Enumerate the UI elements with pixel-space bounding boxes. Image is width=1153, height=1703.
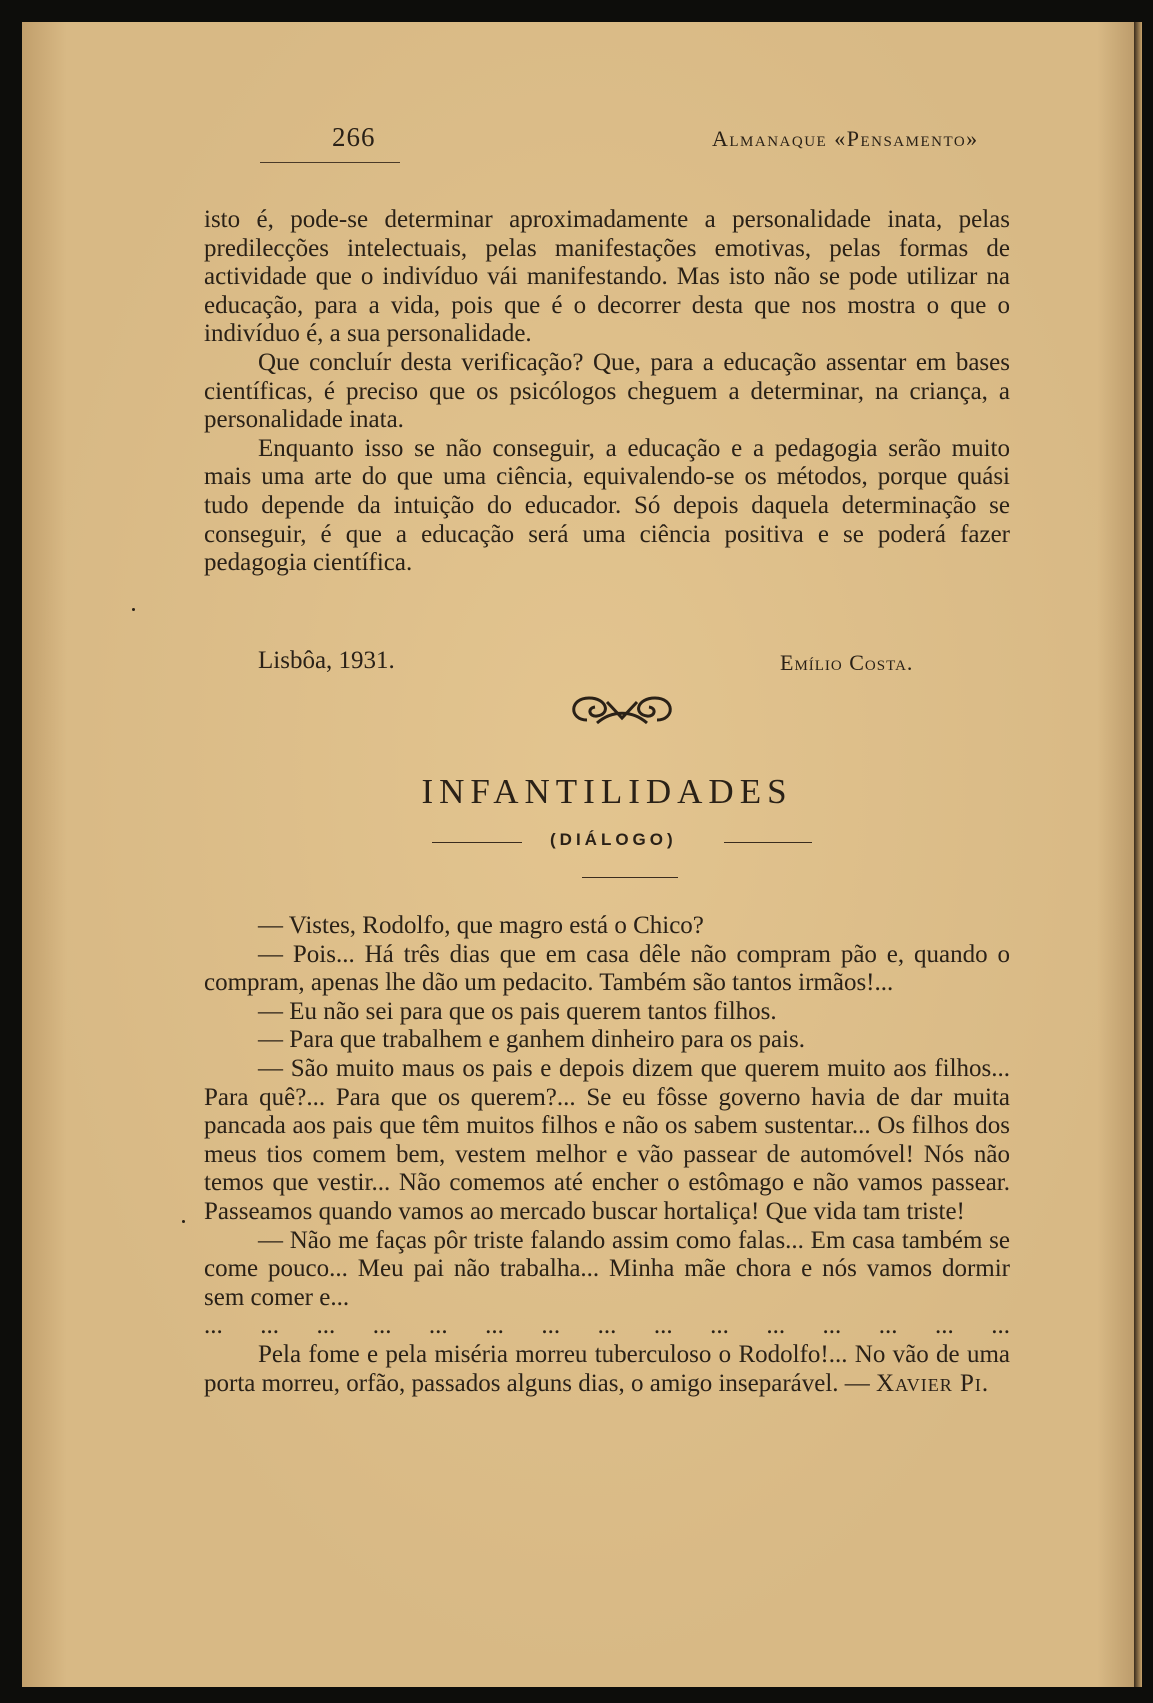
closing-paragraph: [204, 1341, 1010, 1398]
dialogue-line: — Para que trabalhem e ganhem dinheiro para os pais.: [258, 1026, 806, 1054]
essay-author: Emílio Costa.: [780, 650, 914, 675]
running-head: Almanaque «Pensamento»: [712, 126, 979, 151]
section-ornament-icon: [567, 690, 677, 730]
paper-speck: [132, 608, 135, 611]
essay-paragraph: Que concluír desta verificação? Que, para a educação assentar em bases científicas, é preciso que os psicólogos cheguem a determinar, na criança, a personalidade inata.: [204, 348, 1010, 434]
closing-text: Pela fome e pela miséria morreu tuberculoso o Rodolfo!... No vão de uma porta morreu, orfão, passados alguns dias, o amigo inseparável. —: [204, 1340, 1010, 1397]
dialogue-signature: Xavier Pi.: [876, 1369, 990, 1397]
dialogue-line: — Eu não sei para que os pais querem tantos filhos.: [258, 997, 777, 1025]
place-date: Lisbôa, 1931.: [258, 647, 395, 674]
dialogue-line: — Não me faças pôr triste falando assim como falas... Em casa também se come pouco... Meu pai não trabalha... Minha mãe chora e nós vamos dormir sem comer e...: [204, 1226, 1010, 1311]
ellipsis-row: ... ... ... ... ... ... ... ... ... ... ... ... ... ... ...: [204, 1312, 1010, 1340]
dialogue-line: — Vistes, Rodolfo, que magro está o Chico?: [258, 912, 704, 939]
essay-signature-line: [258, 647, 978, 677]
dialogue-text: [204, 912, 1010, 1398]
essay-paragraph: isto é, pode-se determinar aproximadamente a personalidade inata, pelas predilecções intelectuais, pelas manifestações emotivas, pelas formas de actividade que o indivíduo vái manifestando. Mas isto não se pode utilizar na educação, para a vida, pois que é o decorrer desta que nos mostra o que o indivíduo é, a sua personalidade.: [204, 206, 1010, 348]
subtitle-rule-right: [724, 842, 812, 843]
essay-text: [204, 206, 1010, 578]
dialogue-line: — São muito maus os pais e depois dizem que querem muito aos filhos... Para quê?... Para que os querem?... Se eu fôsse governo havia de dar muita pancada aos pais que têm muitos filhos e não os sabem sustentar... Os filhos dos meus tios comem bem, vestem melhor e vão passear de automóvel! Nós não temos que vestir... Não comemos até encher o estômago e não vamos passear. Passeamos quando vamos ao mercado buscar hortaliça! Que vida tam triste!: [204, 1054, 1010, 1225]
book-page: [22, 22, 1142, 1687]
section-subtitle: (DIÁLOGO): [550, 830, 677, 849]
page-number: 266: [332, 122, 376, 152]
subtitle-rule-left: [432, 842, 522, 843]
section-title: INFANTILIDADES: [421, 772, 793, 811]
short-rule: [582, 877, 678, 878]
paper-speck: [182, 1220, 185, 1223]
page-edge-shadow: [1134, 22, 1142, 1687]
dialogue-line: — Pois... Há três dias que em casa dêle não compram pão e, quando o compram, apenas lhe dão um pedacito. Também são tantos irmãos!...: [204, 940, 1010, 997]
subtitle-row: [432, 830, 812, 854]
essay-paragraph: Enquanto isso se não conseguir, a educação e a pedagogia serão muito mais uma arte do que uma ciência, equivalendo-se os métodos, porque quási tudo depende da intuição do educador. Só depois daquela determinação se conseguir, é que a educação será uma ciência positiva e se poderá fazer pedagogia científica.: [204, 434, 1010, 577]
header-rule: [260, 162, 400, 163]
